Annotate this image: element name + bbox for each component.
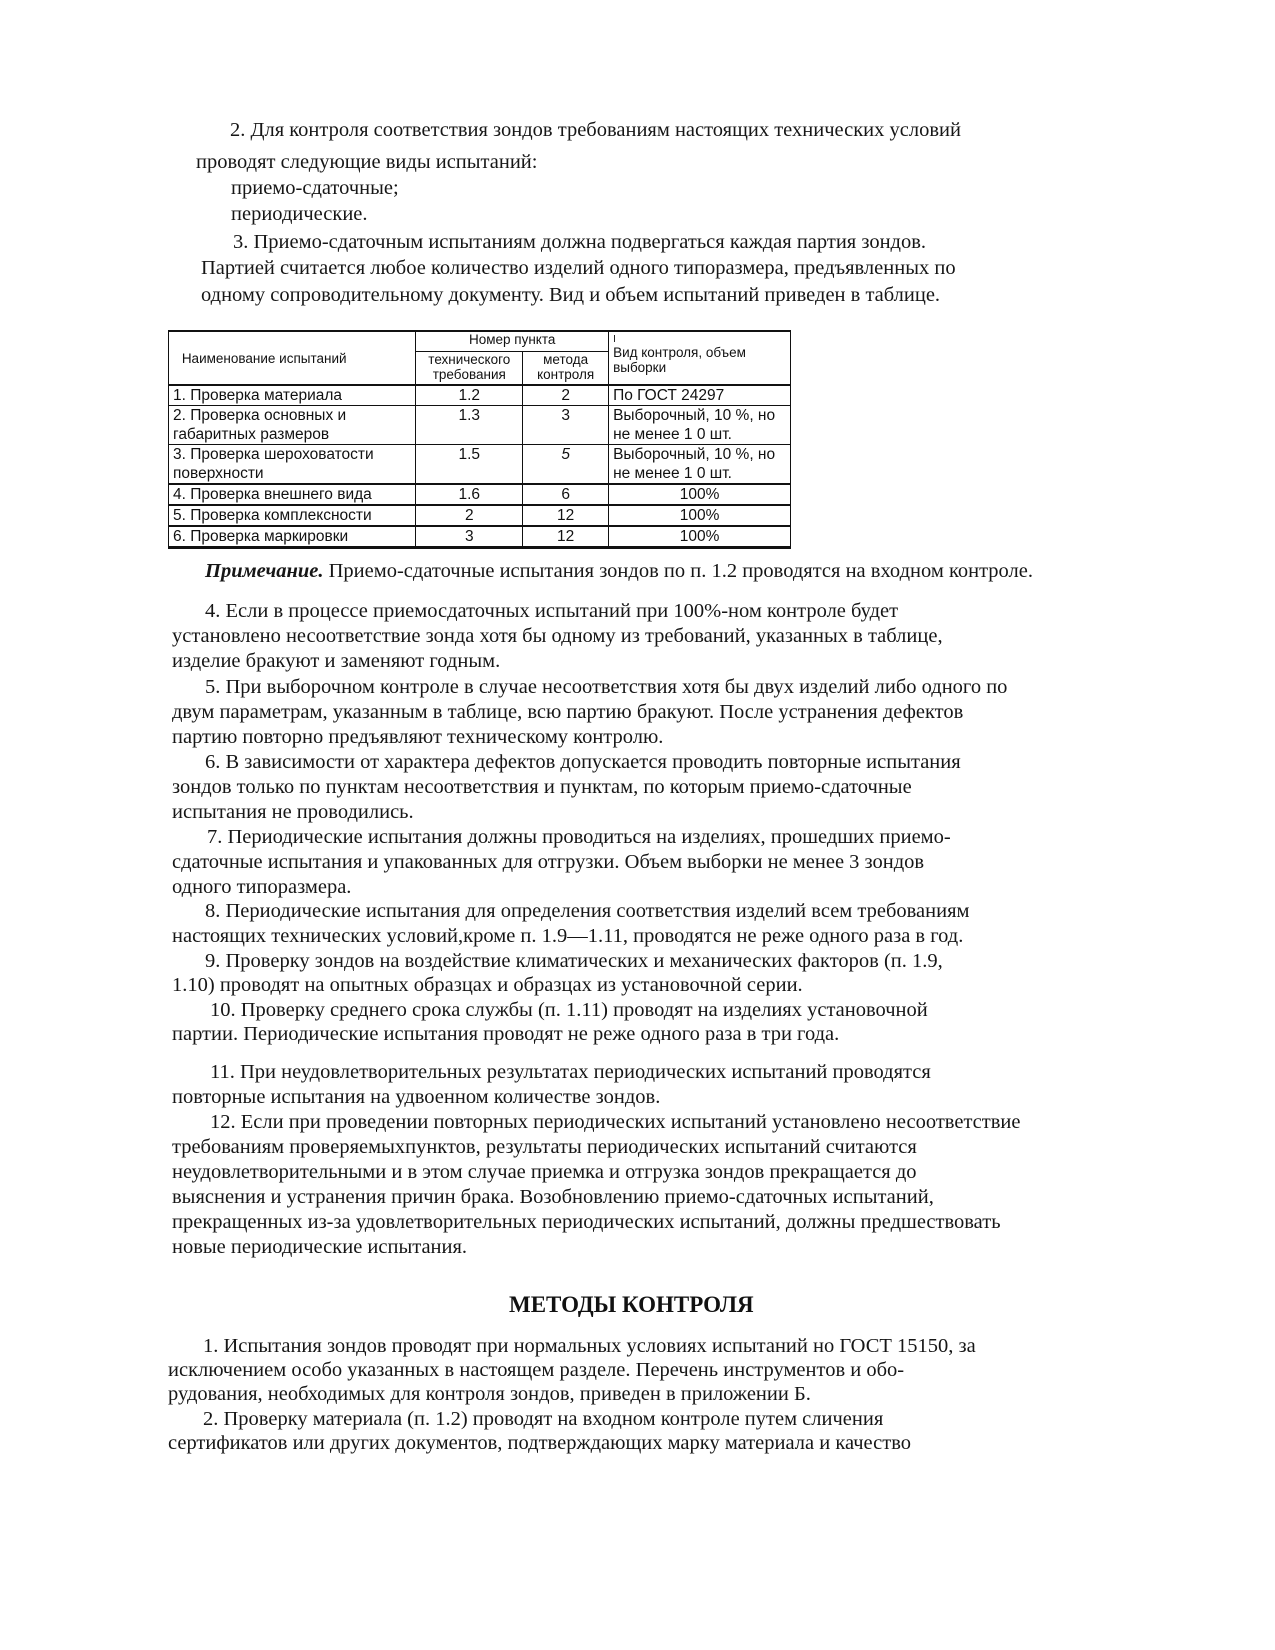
paragraph-line: 10. Проверку среднего срока службы (п. 1.11) проводят на изделиях установочной: [210, 999, 928, 1021]
paragraph-line: одному сопроводительному документу. Вид и объем испытаний приведен в таблице.: [201, 284, 941, 306]
paragraph-line: повторные испытания на удвоенном количестве зондов.: [172, 1086, 661, 1108]
paragraph-line: 11. При неудовлетворительных результатах периодических испытаний проводятся: [210, 1061, 931, 1083]
list-item: периодические.: [231, 203, 368, 225]
header-control-method-label: метода контроля: [537, 351, 595, 382]
cell-test-name: 2. Проверка основных и габаритных размеров: [169, 406, 416, 445]
paragraph-line: 5. При выборочном контроле в случае несоответствия хотя бы двух изделий либо одного по: [205, 676, 1008, 698]
header-control-method: [523, 351, 609, 385]
paragraph-line: неудовлетворительными и в этом случае приемка и отгрузка зондов прекращается до: [172, 1161, 917, 1183]
paragraph-line: рудования, необходимых для контроля зондов, приведен в приложении Б.: [168, 1383, 811, 1405]
cell-tech-requirement: 3: [416, 526, 523, 548]
cell-control-method: 3: [523, 406, 609, 445]
header-test-name-label: Наименование испытаний: [181, 350, 347, 366]
paragraph-line: настоящих технических условий,кроме п. 1.9—1.11, проводятся не реже одного раза в год.: [172, 925, 964, 947]
table-note: [205, 559, 1033, 584]
cell-tech-requirement: 1.2: [416, 385, 523, 406]
paragraph-line: прекращенных из-за удовлетворительных периодических испытаний, должны предшествовать: [172, 1211, 1001, 1233]
cell-control-type: 100%: [609, 505, 791, 526]
cell-control-method: 12: [523, 505, 609, 526]
table-row: [169, 385, 791, 406]
stray-mark: I: [613, 334, 616, 345]
cell-control-method: 12: [523, 526, 609, 548]
cell-test-name: 3. Проверка шероховатости поверхности: [169, 445, 416, 485]
header-control-type-label: Вид контроля, объем выборки: [613, 345, 746, 375]
paragraph-line: 1. Испытания зондов проводят при нормальных условиях испытаний но ГОСТ 15150, за: [203, 1335, 976, 1357]
paragraph-line: партии. Периодические испытания проводят не реже одного раза в три года.: [172, 1023, 840, 1045]
paragraph-line: 1.10) проводят на опытных образцах и образцах из установочной серии.: [172, 974, 803, 996]
section-heading: МЕТОДЫ КОНТРОЛЯ: [509, 1292, 754, 1317]
cell-tech-requirement: 1.3: [416, 406, 523, 445]
note-label: Примечание.: [205, 560, 324, 582]
paragraph-line: Партией считается любое количество изделий одного типоразмера, предъявленных по: [201, 257, 956, 279]
list-item: приемо-сдаточные;: [231, 177, 399, 199]
paragraph-line: 3. Приемо-сдаточным испытаниям должна подвергаться каждая партия зондов.: [233, 231, 927, 253]
header-tech-requirement: [416, 351, 523, 385]
tests-table: [168, 330, 791, 549]
cell-control-type: Выборочный, 10 %, но не менее 1 0 шт.: [609, 445, 791, 485]
paragraph-line: новые периодические испытания.: [172, 1236, 468, 1258]
header-control-type: [609, 331, 791, 385]
cell-test-name: 5. Проверка комплексности: [169, 505, 416, 526]
header-item-number-label: Номер пункта: [468, 332, 556, 347]
paragraph-line: исключением особо указанных в настоящем разделе. Перечень инструментов и обо-: [168, 1359, 905, 1381]
cell-control-type: Выборочный, 10 %, но не менее 1 0 шт.: [609, 406, 791, 445]
paragraph-line: партию повторно предъявляют техническому контролю.: [172, 726, 664, 748]
cell-control-type: По ГОСТ 24297: [609, 385, 791, 406]
paragraph-line: сертификатов или других документов, подтверждающих марку материала и качество: [168, 1432, 912, 1454]
paragraph-line: сдаточные испытания и упакованных для отгрузки. Объем выборки не менее 3 зондов: [172, 851, 925, 873]
paragraph-line: двум параметрам, указанным в таблице, всю партию бракуют. После устранения дефектов: [172, 701, 964, 723]
paragraph-line: требованиям проверяемыхпунктов, результаты периодических испытаний считаются: [172, 1136, 917, 1158]
header-test-name: [169, 331, 416, 385]
paragraph-line: изделие бракуют и заменяют годным.: [172, 650, 501, 672]
cell-tech-requirement: 1.5: [416, 445, 523, 485]
cell-tech-requirement: 1.6: [416, 484, 523, 505]
note-text: Приемо-сдаточные испытания зондов по п. 1.2 проводятся на входном контроле.: [323, 560, 1033, 582]
table-row: [169, 526, 791, 548]
cell-test-name: 4. Проверка внешнего вида: [169, 484, 416, 505]
table-row: [169, 406, 791, 445]
paragraph-line: 12. Если при проведении повторных периодических испытаний установлено несоответствие: [210, 1111, 1021, 1133]
paragraph-line: проводят следующие виды испытаний:: [196, 151, 538, 173]
header-tech-requirement-label: технического требования: [428, 351, 511, 382]
paragraph-line: выяснения и устранения причин брака. Возобновлению приемо-сдаточных испытаний,: [172, 1186, 934, 1208]
paragraph-line: одного типоразмера.: [172, 876, 352, 898]
paragraph-line: зондов только по пунктам несоответствия и пунктам, по которым приемо-сдаточные: [172, 776, 912, 798]
table-row: [169, 484, 791, 505]
paragraph-line: 4. Если в процессе приемосдаточных испытаний при 100%-ном контроле будет: [205, 600, 899, 622]
cell-control-method: 6: [523, 484, 609, 505]
paragraph-line: установлено несоответствие зонда хотя бы одному из требований, указанных в таблице,: [172, 625, 943, 647]
cell-test-name: 6. Проверка маркировки: [169, 526, 416, 548]
table-row: [169, 445, 791, 485]
paragraph-line: 6. В зависимости от характера дефектов допускается проводить повторные испытания: [205, 751, 961, 773]
cell-control-method: 2: [523, 385, 609, 406]
paragraph-line: 2. Для контроля соответствия зондов требованиям настоящих технических условий: [230, 119, 961, 141]
cell-control-type: 100%: [609, 484, 791, 505]
table-row: [169, 505, 791, 526]
cell-control-method: 5: [523, 445, 609, 485]
paragraph-line: 9. Проверку зондов на воздействие климатических и механических факторов (п. 1.9,: [205, 950, 943, 972]
cell-control-type: 100%: [609, 526, 791, 548]
paragraph-line: 2. Проверку материала (п. 1.2) проводят на входном контроле путем сличения: [203, 1408, 884, 1430]
cell-tech-requirement: 2: [416, 505, 523, 526]
paragraph-line: 8. Периодические испытания для определения соответствия изделий всем требованиям: [205, 900, 970, 922]
paragraph-line: испытания не проводились.: [172, 801, 414, 823]
paragraph-line: 7. Периодические испытания должны проводиться на изделиях, прошедших приемо-: [207, 826, 951, 848]
cell-test-name: 1. Проверка материала: [169, 385, 416, 406]
header-item-number: [416, 331, 609, 351]
